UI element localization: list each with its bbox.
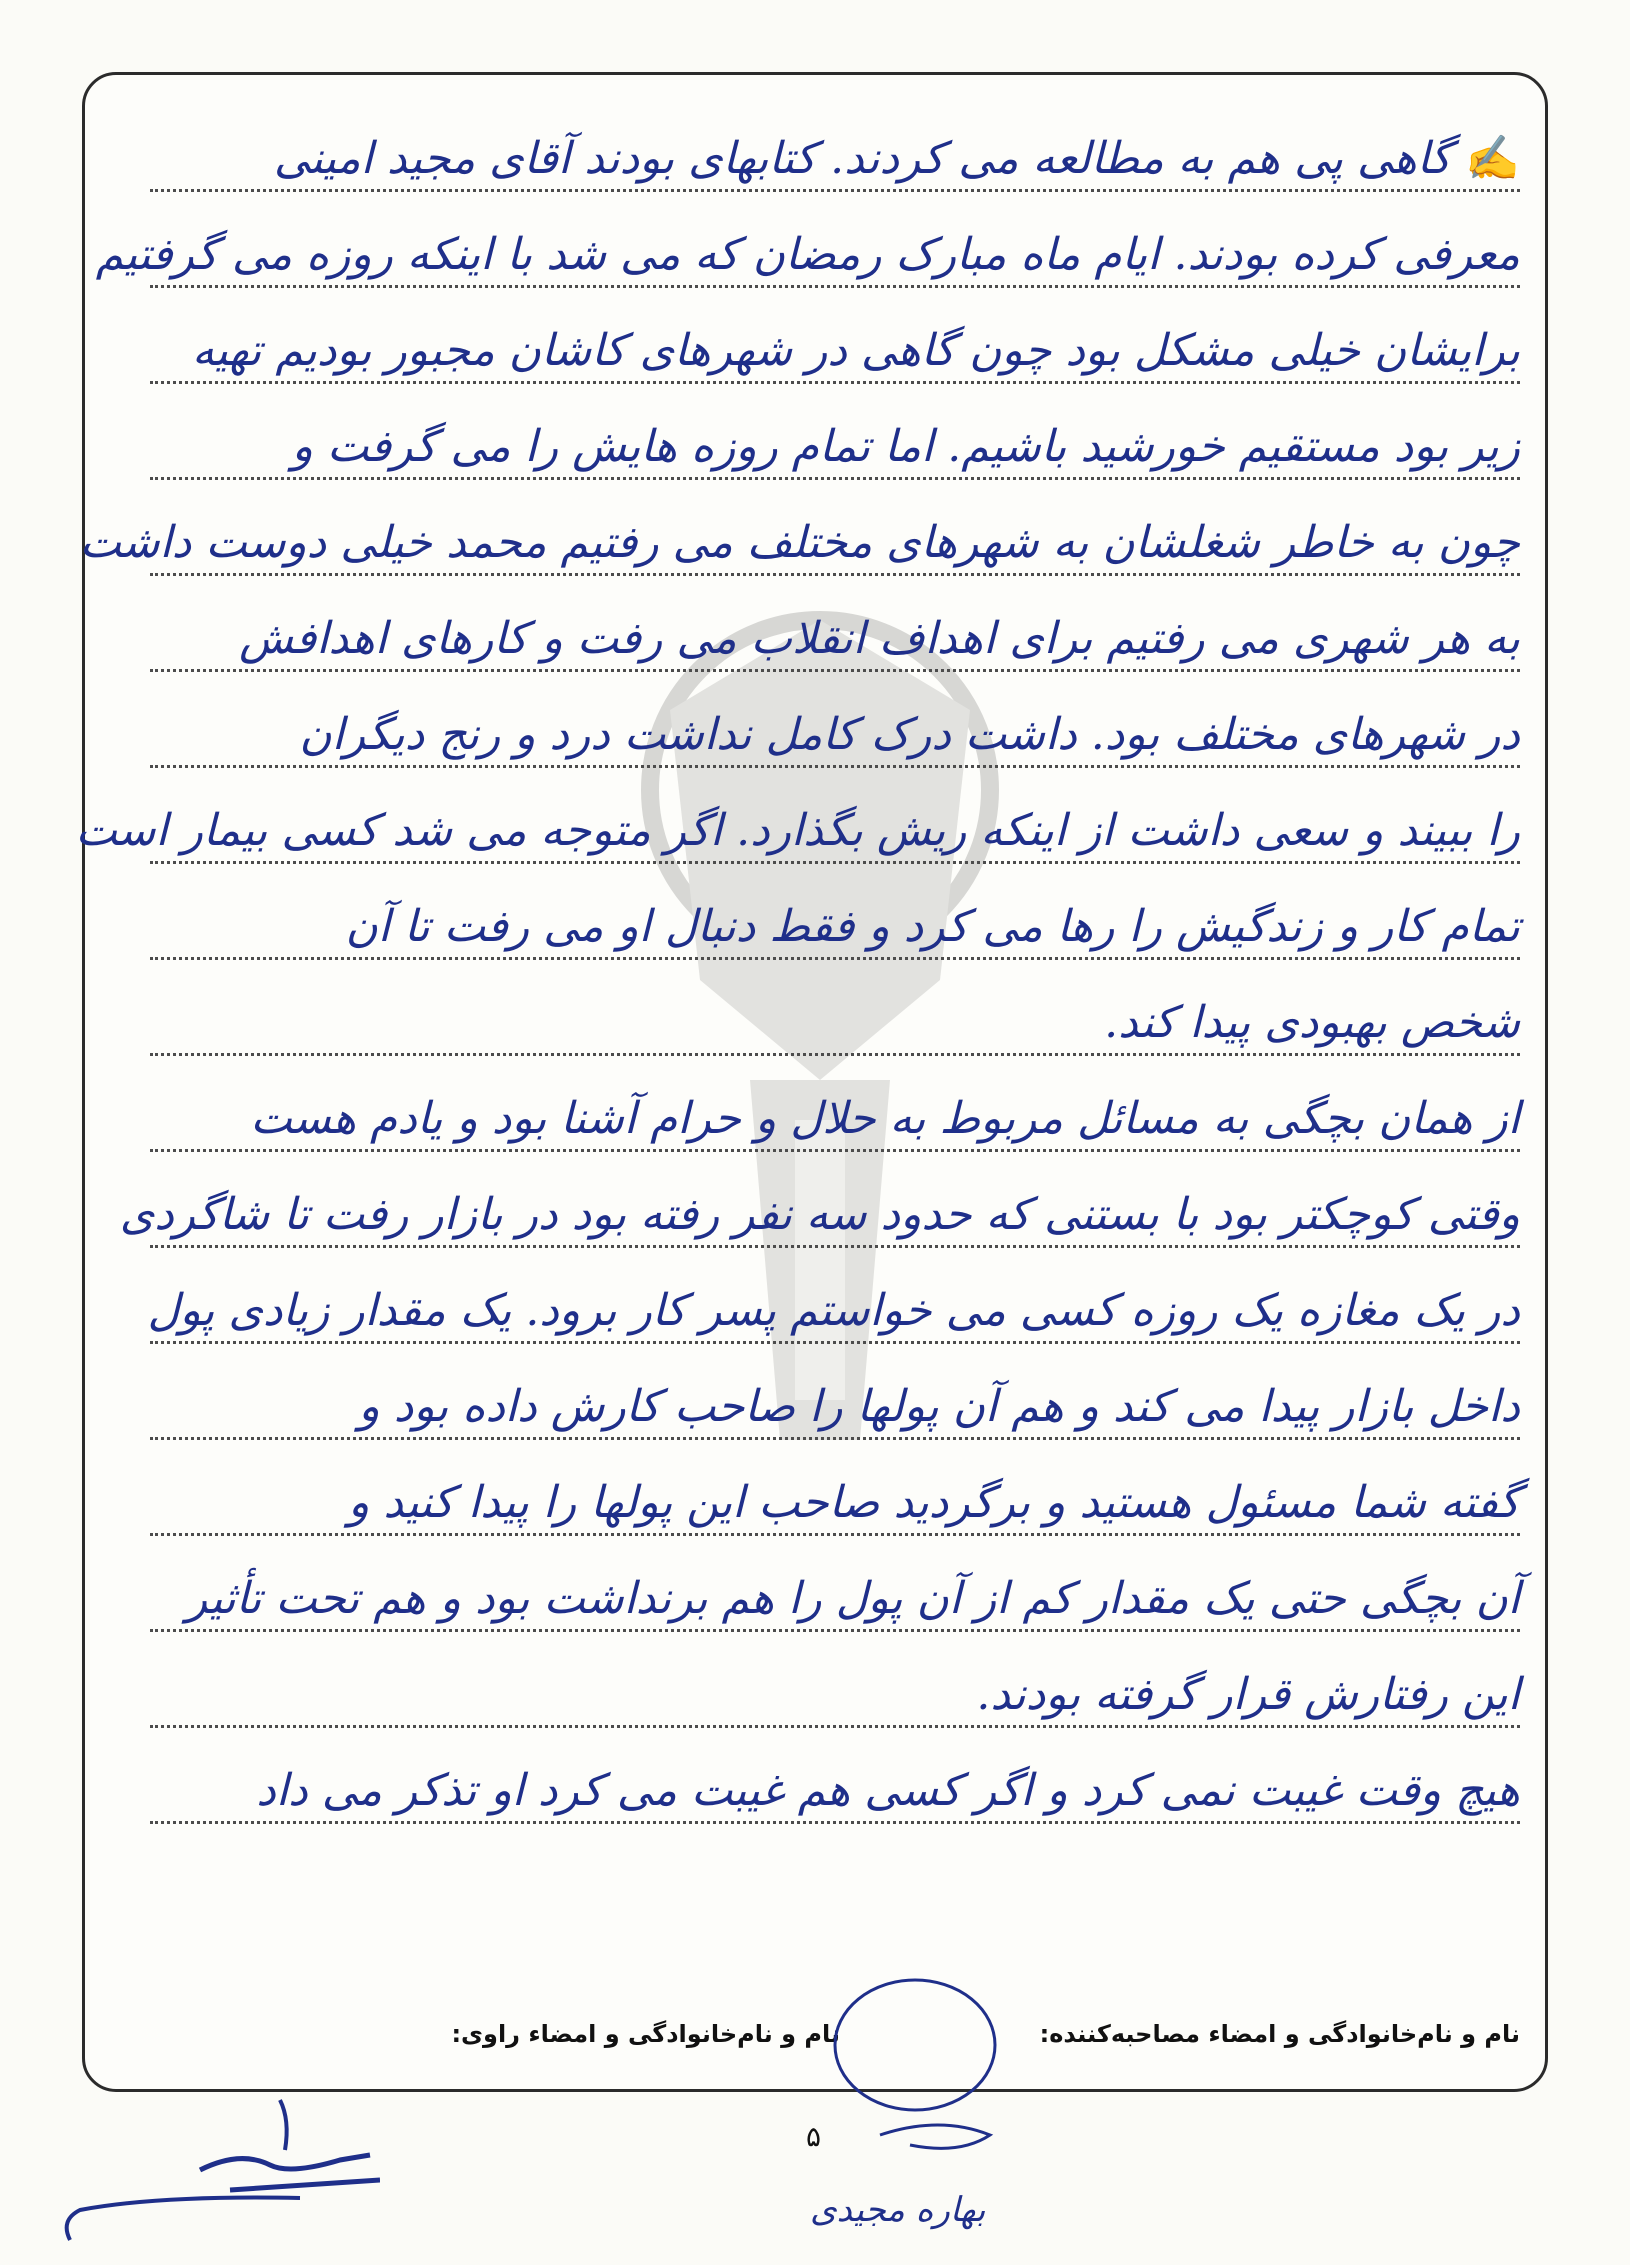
text-line xyxy=(110,110,1520,206)
signature-footer xyxy=(110,2020,1520,2070)
text-line xyxy=(110,1070,1520,1166)
text-line xyxy=(110,1262,1520,1358)
dotted-rule xyxy=(150,1053,1520,1056)
dotted-rule xyxy=(150,1629,1520,1632)
text-line xyxy=(75,782,1520,878)
handwritten-line: تمام کار و زندگیش را رها می کرد و فقط دنبال او می رفت تا آن xyxy=(345,901,1520,952)
handwritten-line: شخص بهبودی پیدا کند. xyxy=(1104,997,1520,1048)
text-line xyxy=(95,206,1520,302)
dotted-rule xyxy=(150,765,1520,768)
handwritten-line: را ببیند و سعی داشت از اینکه ریش بگذارد. اگر متوجه می شد کسی بیمار است xyxy=(75,805,1520,856)
text-line xyxy=(110,1454,1520,1550)
interviewer-signature xyxy=(820,1965,1020,2165)
handwritten-line: وقتی کوچکتر بود با بستنی که حدود سه نفر رفته بود در بازار رفت تا شاگردی xyxy=(119,1189,1520,1240)
line-text: گاهی پی هم به مطالعه می کردند. کتابهای بودند آقای مجید امینی xyxy=(273,133,1452,184)
handwritten-line: برایشان خیلی مشکل بود چون گاهی در شهرهای کاشان مجبور بودیم تهیه xyxy=(192,325,1520,376)
handwritten-line: معرفی کرده بودند. ایام ماه مبارک رمضان که می شد با اینکه روزه می گرفتیم xyxy=(95,229,1520,280)
dotted-rule xyxy=(150,1149,1520,1152)
handwritten-line: داخل بازار پیدا می کند و هم آن پولها را صاحب کارش داده بود و xyxy=(358,1381,1520,1432)
interviewer-signature-label: نام و نام‌خانوادگی و امضاء مصاحبه‌کننده: xyxy=(1039,2020,1520,2048)
handwritten-line: در شهرهای مختلف بود. داشت درک کامل نداشت درد و رنج دیگران xyxy=(299,709,1520,760)
handwritten-line: گفته شما مسئول هستید و برگردید صاحب این پولها را پیدا کنید و xyxy=(348,1477,1520,1528)
dotted-rule xyxy=(150,285,1520,288)
dotted-rule xyxy=(150,1245,1520,1248)
handwritten-line: این رفتارش قرار گرفته بودند. xyxy=(976,1669,1520,1720)
handwritten-line xyxy=(110,132,1520,184)
handwritten-line: به هر شهری می رفتیم برای اهداف انقلاب می رفت و کارهای اهدافش xyxy=(239,613,1520,664)
text-line xyxy=(79,494,1520,590)
dotted-rule xyxy=(150,1725,1520,1728)
text-line xyxy=(110,1358,1520,1454)
handwritten-line: از همان بچگی به مسائل مربوط به حلال و حرام آشنا بود و یادم هست xyxy=(250,1093,1520,1144)
narrator-signature-label: نام و نام‌خانوادگی و امضاء راوی: xyxy=(451,2020,840,2048)
dotted-rule xyxy=(150,1533,1520,1536)
text-line xyxy=(110,590,1520,686)
dotted-rule xyxy=(150,669,1520,672)
text-line xyxy=(110,302,1520,398)
dotted-rule xyxy=(150,189,1520,192)
text-line xyxy=(110,686,1520,782)
narrator-signature xyxy=(40,2080,380,2260)
pen-icon: ✍ xyxy=(1465,133,1520,184)
text-line xyxy=(110,1742,1520,1838)
text-line xyxy=(110,1646,1520,1742)
handwritten-line: در یک مغازه یک روزه کسی می خواستم پسر کار برود. یک مقدار زیادی پول xyxy=(147,1285,1520,1336)
handwritten-line: آن بچگی حتی یک مقدار کم از آن پول را هم برنداشت بود و هم تحت تأثیر xyxy=(185,1573,1520,1624)
text-line xyxy=(110,1166,1520,1262)
text-line xyxy=(110,974,1520,1070)
text-line xyxy=(110,878,1520,974)
dotted-rule xyxy=(150,957,1520,960)
signature-handwritten-name: بهاره مجیدی xyxy=(810,2190,986,2230)
dotted-rule xyxy=(150,1821,1520,1824)
text-line xyxy=(110,1550,1520,1646)
dotted-rule xyxy=(150,573,1520,576)
handwritten-line: هیچ وقت غیبت نمی کرد و اگر کسی هم غیبت می کرد او تذکر می داد xyxy=(256,1765,1520,1816)
dotted-rule xyxy=(150,861,1520,864)
dotted-rule xyxy=(150,1437,1520,1440)
handwritten-body xyxy=(75,110,1520,1838)
text-line xyxy=(110,398,1520,494)
handwritten-line: زیر بود مستقیم خورشید باشیم. اما تمام روزه هایش را می گرفت و xyxy=(291,421,1520,472)
page-number: ۵ xyxy=(806,2120,822,2153)
dotted-rule xyxy=(150,477,1520,480)
dotted-rule xyxy=(150,381,1520,384)
dotted-rule xyxy=(150,1341,1520,1344)
handwritten-line: چون به خاطر شغلشان به شهرهای مختلف می رفتیم محمد خیلی دوست داشت xyxy=(79,517,1520,568)
